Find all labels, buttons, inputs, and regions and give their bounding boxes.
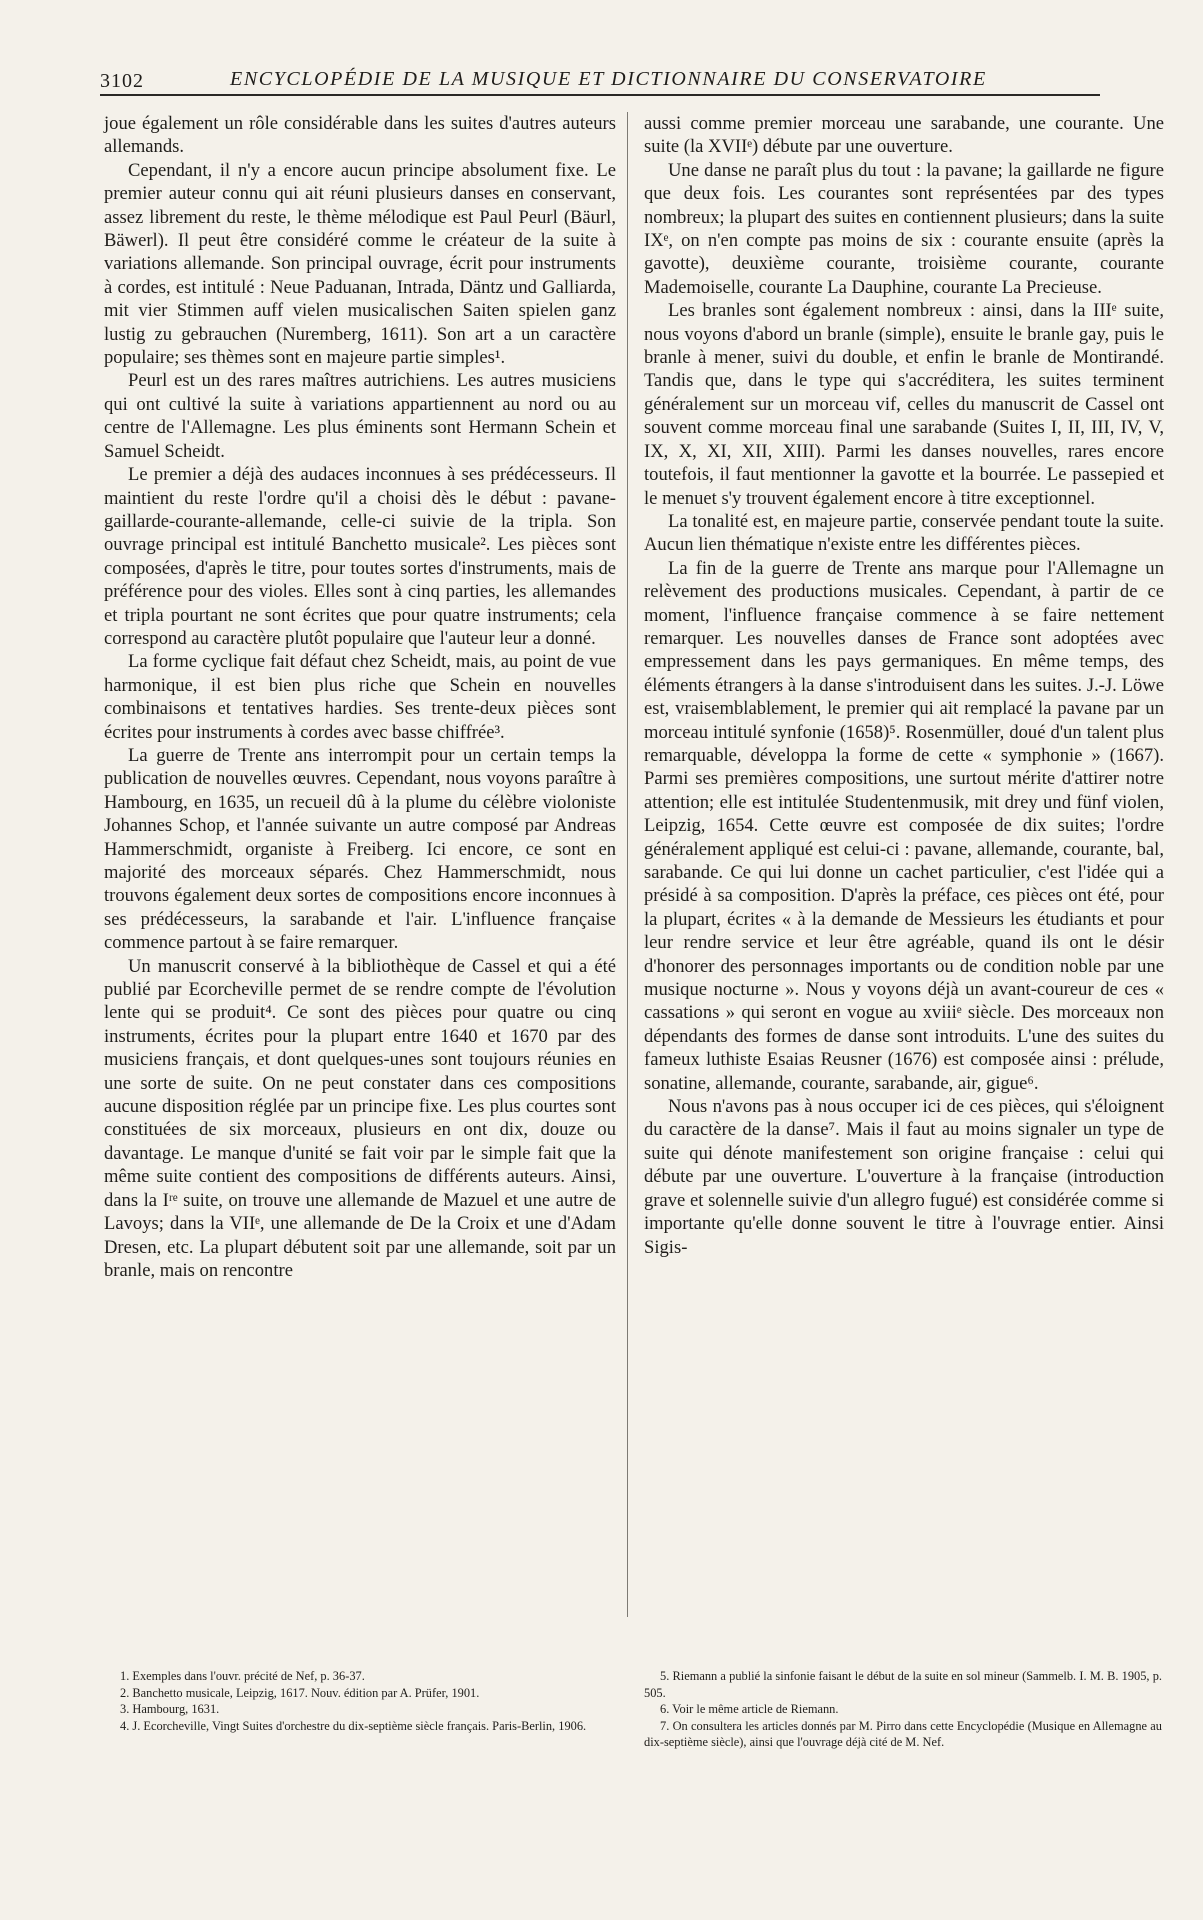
footnote: 7. On consultera les articles donnés par M. Pirro dans cette Encyclopédie (Musique en Allemagne au dix-septième siècle), ainsi que l'ouvrage déjà cité de M. Nef. — [644, 1718, 1162, 1750]
paragraph: joue également un rôle considérable dans les suites d'autres auteurs allemands. — [104, 113, 616, 158]
footnote: 1. Exemples dans l'ouvr. précité de Nef, p. 36-37. — [120, 1669, 365, 1683]
paragraph: Une danse ne paraît plus du tout : la pavane; la gaillarde ne figure que deux fois. Les courantes sont représentées par des types nombreux; la plupart des suites en contiennent plusieurs; dans la suite IXᵉ, on n'en compte pas moins de six : courante ensuite (après la gavotte), deuxième courante, troisième courante, courante Mademoiselle, courante La Dauphine, courante La Precieuse. — [644, 159, 1164, 298]
paragraph: aussi comme premier morceau une sarabande, une courante. Une suite (la XVIIᵉ) débute par une ouverture. — [644, 113, 1164, 158]
paragraph: Cependant, il n'y a encore aucun principe absolument fixe. Le premier auteur connu qui ait réuni plusieurs danses en conservant, assez librement du reste, le thème mélodique est Paul Peurl (Bäurl, Bäwerl). Il peut être considéré comme le créateur de la suite à variations allemande. Son principal ouvrage, écrit pour instruments à cordes, est intitulé : Neue Paduanan, Intrada, Däntz und Galliarda, mit vier Stimmen auff vielen musicalischen Saiten spielen ganz lustig zu gebrauchen (Nuremberg, 1611). Son art a un caractère populaire; ses thèmes sont en majeure partie simples¹. — [104, 159, 616, 369]
footnote: 5. Riemann a publié la sinfonie faisant le début de la suite en sol mineur (Sammelb. I. M. B. 1905, p. 505. — [644, 1669, 1162, 1700]
running-title: ENCYCLOPÉDIE DE LA MUSIQUE ET DICTIONNAIRE DU CONSERVATOIRE — [230, 68, 987, 90]
footnote: 2. Banchetto musicale, Leipzig, 1617. Nouv. édition par A. Prüfer, 1901. — [120, 1685, 480, 1700]
footnote: 4. J. Ecorcheville, Vingt Suites d'orchestre du dix-septième siècle français. Paris-Berlin, 1906. — [120, 1718, 587, 1733]
paragraph: Nous n'avons pas à nous occuper ici de ces pièces, qui s'éloignent du caractère de la danse⁷. Mais il faut au moins signaler un type de suite qui dénote manifestement son origine française : celui qui débute par une ouverture. L'ouverture à la française (introduction grave et solennelle suivie d'un allegro fugué) est considérée comme si importante qu'elle donne souvent le titre à l'ouvrage entier. Ainsi Sigis- — [644, 1096, 1164, 1258]
page-number: 3102 — [100, 70, 144, 92]
footnote: 3. Hambourg, 1631. — [120, 1702, 220, 1717]
right-column — [644, 112, 1164, 1259]
paragraph: La guerre de Trente ans interrompit pour un certain temps la publication de nouvelles œuvres. Cependant, nous voyons paraître à Hambourg, en 1635, un recueil dû à la plume du célèbre violoniste Johannes Schop, et l'année suivante un autre composé par Andreas Hammerschmidt, organiste à Freiberg. Ici encore, ce sont en majorité des morceaux séparés. Chez Hammerschmidt, nous trouvons également deux sortes de compositions encore inconnues à ses prédécesseurs, la sarabande et l'air. L'influence française commence partout à se faire remarquer. — [104, 744, 616, 954]
column-divider — [627, 112, 628, 1617]
paragraph: La tonalité est, en majeure partie, conservée pendant toute la suite. Aucun lien thématique n'existe entre les différentes pièces. — [644, 510, 1164, 556]
paragraph: Les branles sont également nombreux : ainsi, dans la IIIᵉ suite, nous voyons d'abord un branle (simple), ensuite le branle gay, puis le branle à mener, suivi du double, et enfin le branle de Montirandé. Tandis que, dans le type qui s'accréditera, les suites terminent généralement sur un morceau vif, celles du manuscrit de Cassel ont souvent comme morceau final une sarabande (Suites I, II, III, IV, V, IX, X, XI, XII, XIII). Parmi les danses nouvelles, rares encore toutefois, il faut mentionner la gavotte et la bourrée. Le passepied et le menuet s'y trouvent également encore à titre exceptionnel. — [644, 300, 1164, 509]
left-column — [104, 112, 616, 1282]
paragraph: Le premier a déjà des audaces inconnues à ses prédécesseurs. Il maintient du reste l'ordre qu'il a choisi dès le début : pavane-gaillarde-courante-allemande, celle-ci suivie de la tripla. Son ouvrage principal est intitulé Banchetto musicale². Les pièces sont composées, d'après le titre, pour toutes sortes d'instruments, mais de préférence pour des violes. Elles sont à cinq parties, les allemandes et tripla pourtant ne sont écrites que pour quatre instruments; cela correspond au caractère plutôt populaire que l'auteur leur a donné. — [104, 464, 616, 649]
paragraph: La forme cyclique fait défaut chez Scheidt, mais, au point de vue harmonique, il est bien plus riche que Schein en nouvelles combinaisons et tentatives hardies. Ses trente-deux pièces sont écrites pour instruments à cordes avec basse chiffrée³. — [104, 651, 616, 743]
footnotes-right — [644, 1668, 1162, 1751]
paragraph: La fin de la guerre de Trente ans marque pour l'Allemagne un relèvement des productions musicales. Cependant, à partir de ce moment, l'influence française commence à se faire nettement remarquer. Les nouvelles danses de France sont adoptées avec empressement dans les pays germaniques. En même temps, des éléments étrangers à la danse s'introduisent dans les suites. J.-J. Löwe est, vraisemblablement, le premier qui ait remplacé la pavane par un morceau intitulé synfonie (1658)⁵. Rosenmüller, doué d'un talent plus remarquable, développa la forme de cette « symphonie » (1667). Parmi ses premières compositions, une surtout mérite d'attirer notre attention; elle est intitulée Studentenmusik, mit drey und fünf violen, Leipzig, 1654. Cette œuvre est composée de dix suites; l'ordre généralement appliqué est celui-ci : pavane, allemande, courante, bal, sarabande. Ce qui lui donne un cachet particulier, c'est l'idée qui a présidé à sa composition. D'après la préface, ces pièces ont été, pour la plupart, écrites « à la demande de Messieurs les étudiants et pour leur rendre service et leur être agréable, quand ils ont le désir d'honorer des personnages importants ou de condition noble par une musique nocturne ». Nous y voyons déjà un avant-coureur de ces « cassations » qui seront en vogue au xviiiᵉ siècle. Des morceaux non dépendants des formes de danse sont introduits. L'une des suites du fameux luthiste Esaias Reusner (1676) est composée ainsi : prélude, sonatine, allemande, courante, sarabande, air, gigue⁶. — [644, 557, 1164, 1094]
paragraph: Un manuscrit conservé à la bibliothèque de Cassel et qui a été publié par Ecorcheville permet de se rendre compte de l'évolution lente qui se produit⁴. Ce sont des pièces pour quatre ou cinq instruments, écrites pour la plupart entre 1640 et 1670 par des musiciens français, et dont quelques-unes sont toujours réunies en une sorte de suite. On ne peut constater dans ces compositions aucune disposition réglée par un principe fixe. Les plus courtes sont constituées de six morceaux, plusieurs en ont dix, douze ou davantage. Le manque d'unité se fait voir par le simple fait que la même suite contient des compositions de différents auteurs. Ainsi, dans la Iʳᵉ suite, on trouve une allemande de Mazuel et une autre de Lavoys; dans la VIIᵉ, une allemande de De la Croix et une d'Adam Dresen, etc. La plupart débutent soit par une allemande, soit par un branle, mais on rencontre — [104, 955, 616, 1281]
footnote: 6. Voir le même article de Riemann. — [660, 1702, 839, 1717]
paragraph: Peurl est un des rares maîtres autrichiens. Les autres musiciens qui ont cultivé la suite à variations appartiennent au nord ou au centre de l'Allemagne. Les plus éminents sont Hermann Schein et Samuel Scheidt. — [104, 370, 616, 462]
page-header — [100, 66, 1100, 96]
footnotes-left — [104, 1668, 616, 1734]
